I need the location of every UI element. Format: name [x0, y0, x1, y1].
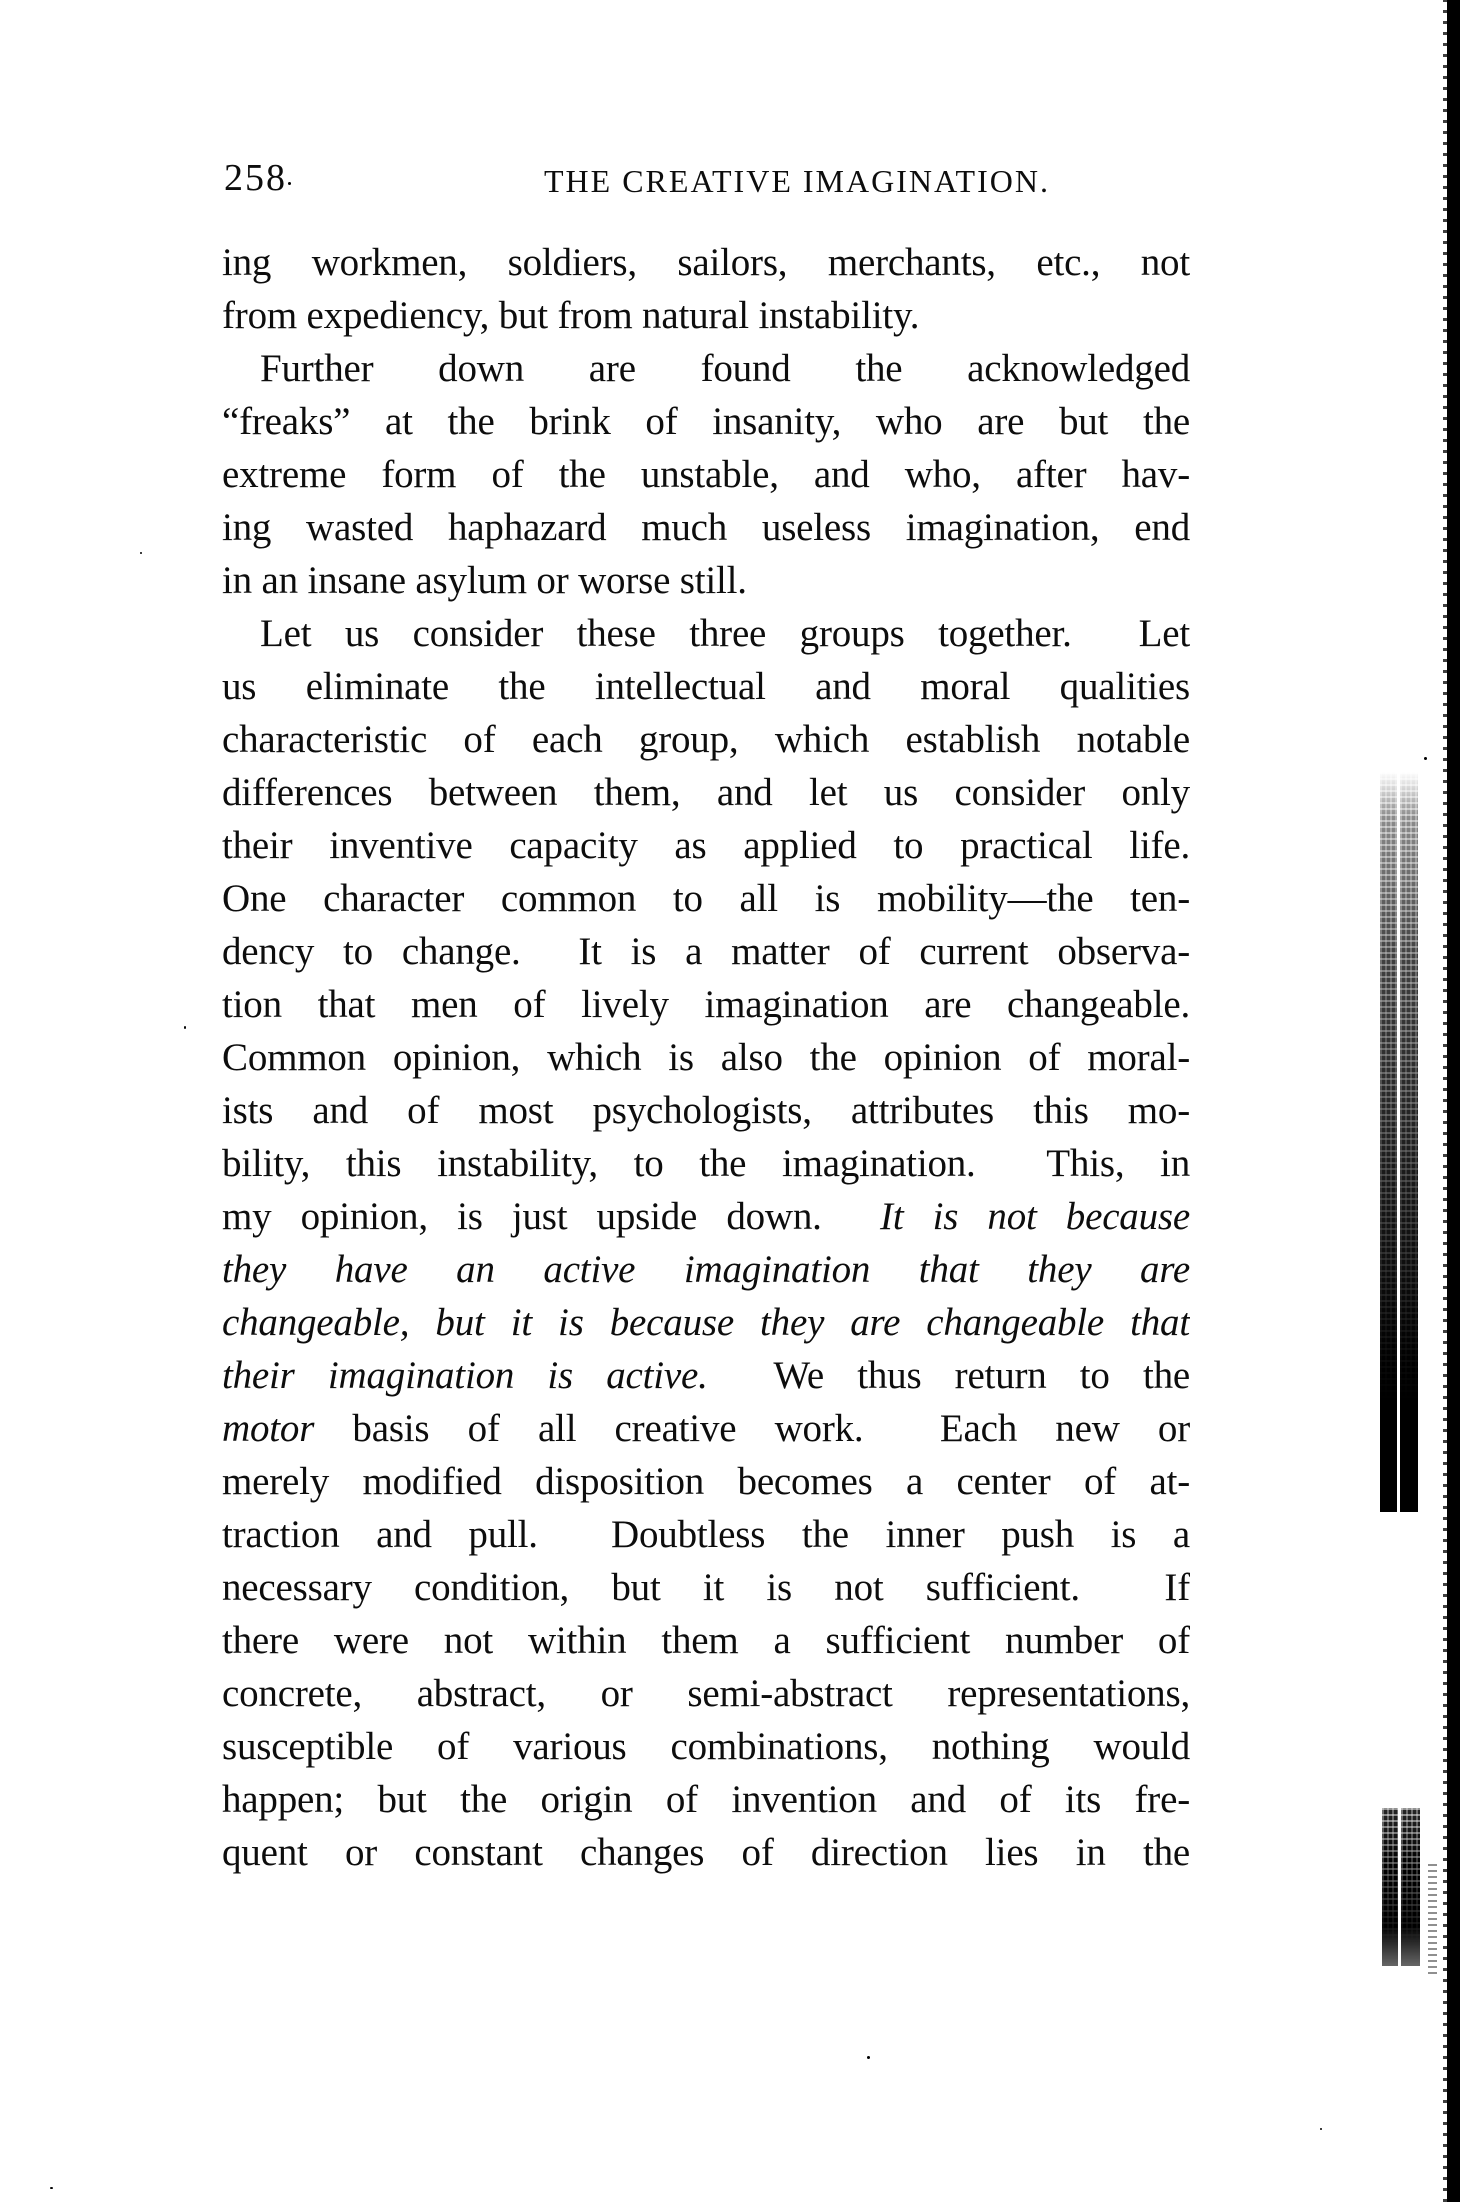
text-segment: ists and of most psychologists, attributes this mo- [222, 1089, 1190, 1132]
text-line [222, 1720, 1190, 1773]
scan-speck [50, 2187, 53, 2189]
text-line [222, 1243, 1190, 1296]
text-line [222, 448, 1190, 501]
text-line [222, 978, 1190, 1031]
text-line [222, 1773, 1190, 1826]
text-line [222, 1349, 1190, 1402]
text-line [222, 1826, 1190, 1879]
smudge-strip [1401, 1808, 1420, 1966]
text-segment: concrete, abstract, or semi-abstract representations, [222, 1672, 1190, 1715]
scan-ink-smudge-lower [1382, 1808, 1420, 1966]
text-segment: Let us consider these three groups together. Let [260, 612, 1190, 655]
smudge-strip [1382, 1808, 1398, 1966]
scan-speck [140, 552, 142, 554]
text-line [222, 1296, 1190, 1349]
italic-text-segment: It is not because [880, 1195, 1190, 1238]
text-line [222, 501, 1190, 554]
page-number: 258 [224, 157, 287, 199]
book-binding-edge-bar [1447, 0, 1460, 2202]
italic-text-segment: their imagination is active. [222, 1354, 708, 1397]
text-line [222, 1561, 1190, 1614]
text-line [222, 1031, 1190, 1084]
text-segment: tion that men of lively imagination are changeable. [222, 983, 1190, 1026]
scan-speck [184, 1026, 186, 1029]
text-line [222, 1614, 1190, 1667]
scan-speck [1320, 2128, 1322, 2130]
text-line [222, 236, 1190, 289]
text-segment: traction and pull. Doubtless the inner push is a [222, 1513, 1190, 1556]
text-line [222, 1455, 1190, 1508]
text-line [222, 872, 1190, 925]
italic-text-segment: they have an active imagination that they are [222, 1248, 1190, 1291]
scan-speck [1424, 757, 1427, 760]
text-segment: in an insane asylum or worse still. [222, 559, 747, 602]
text-segment: Further down are found the acknowledged [260, 347, 1190, 390]
text-segment: us eliminate the intellectual and moral qualities [222, 665, 1190, 708]
text-segment: there were not within them a sufficient number of [222, 1619, 1190, 1662]
text-segment: from expediency, but from natural instability. [222, 294, 920, 337]
text-segment: my opinion, is just upside down. [222, 1195, 881, 1238]
text-segment: characteristic of each group, which establish notable [222, 718, 1190, 761]
italic-text-segment: changeable, but it is because they are changeable that [222, 1301, 1190, 1344]
text-segment: susceptible of various combinations, nothing would [222, 1725, 1190, 1768]
text-segment: ing workmen, soldiers, sailors, merchants, etc., not [222, 241, 1190, 284]
text-segment: Common opinion, which is also the opinion of moral- [222, 1036, 1190, 1079]
text-segment: ing wasted haphazard much useless imagination, end [222, 506, 1190, 549]
text-line [222, 713, 1190, 766]
text-line [222, 766, 1190, 819]
text-segment: necessary condition, but it is not sufficient. If [222, 1566, 1190, 1609]
text-segment: happen; but the origin of invention and of its fre- [222, 1778, 1190, 1821]
smudge-strip [1380, 772, 1397, 1512]
text-line [222, 607, 1190, 660]
text-line [222, 1667, 1190, 1720]
scan-speck [288, 182, 291, 185]
text-segment: quent or constant changes of direction lies in the [222, 1831, 1190, 1874]
text-line [222, 342, 1190, 395]
text-line [222, 289, 1190, 342]
text-segment: merely modified disposition becomes a center of at- [222, 1460, 1190, 1503]
running-title: THE CREATIVE IMAGINATION. [544, 163, 1050, 199]
text-segment: extreme form of the unstable, and who, after hav- [222, 453, 1190, 496]
text-line [222, 1137, 1190, 1190]
text-line [222, 1508, 1190, 1561]
text-segment: We thus return to the [707, 1354, 1190, 1397]
text-segment: “freaks” at the brink of insanity, who are but the [222, 400, 1190, 443]
text-segment: One character common to all is mobility—the ten- [222, 877, 1190, 920]
text-segment: differences between them, and let us consider only [222, 771, 1190, 814]
text-line [222, 1084, 1190, 1137]
text-line [222, 554, 1190, 607]
text-segment: their inventive capacity as applied to practical life. [222, 824, 1190, 867]
smudge-strip [1400, 772, 1418, 1512]
text-line [222, 1190, 1190, 1243]
text-line [222, 660, 1190, 713]
text-line [222, 395, 1190, 448]
text-line [222, 819, 1190, 872]
page-header [222, 156, 1190, 216]
scan-ink-smudge-faint [1428, 1862, 1437, 1974]
text-segment: dency to change. It is a matter of current observa- [222, 930, 1190, 973]
page-body [222, 236, 1190, 1879]
text-line [222, 1402, 1190, 1455]
italic-text-segment: motor [222, 1407, 315, 1450]
scan-speck [867, 2056, 870, 2059]
text-segment: bility, this instability, to the imagination. This, in [222, 1142, 1190, 1185]
text-line [222, 925, 1190, 978]
scan-ink-smudge-upper [1380, 772, 1418, 1512]
text-segment: basis of all creative work. Each new or [314, 1407, 1190, 1450]
